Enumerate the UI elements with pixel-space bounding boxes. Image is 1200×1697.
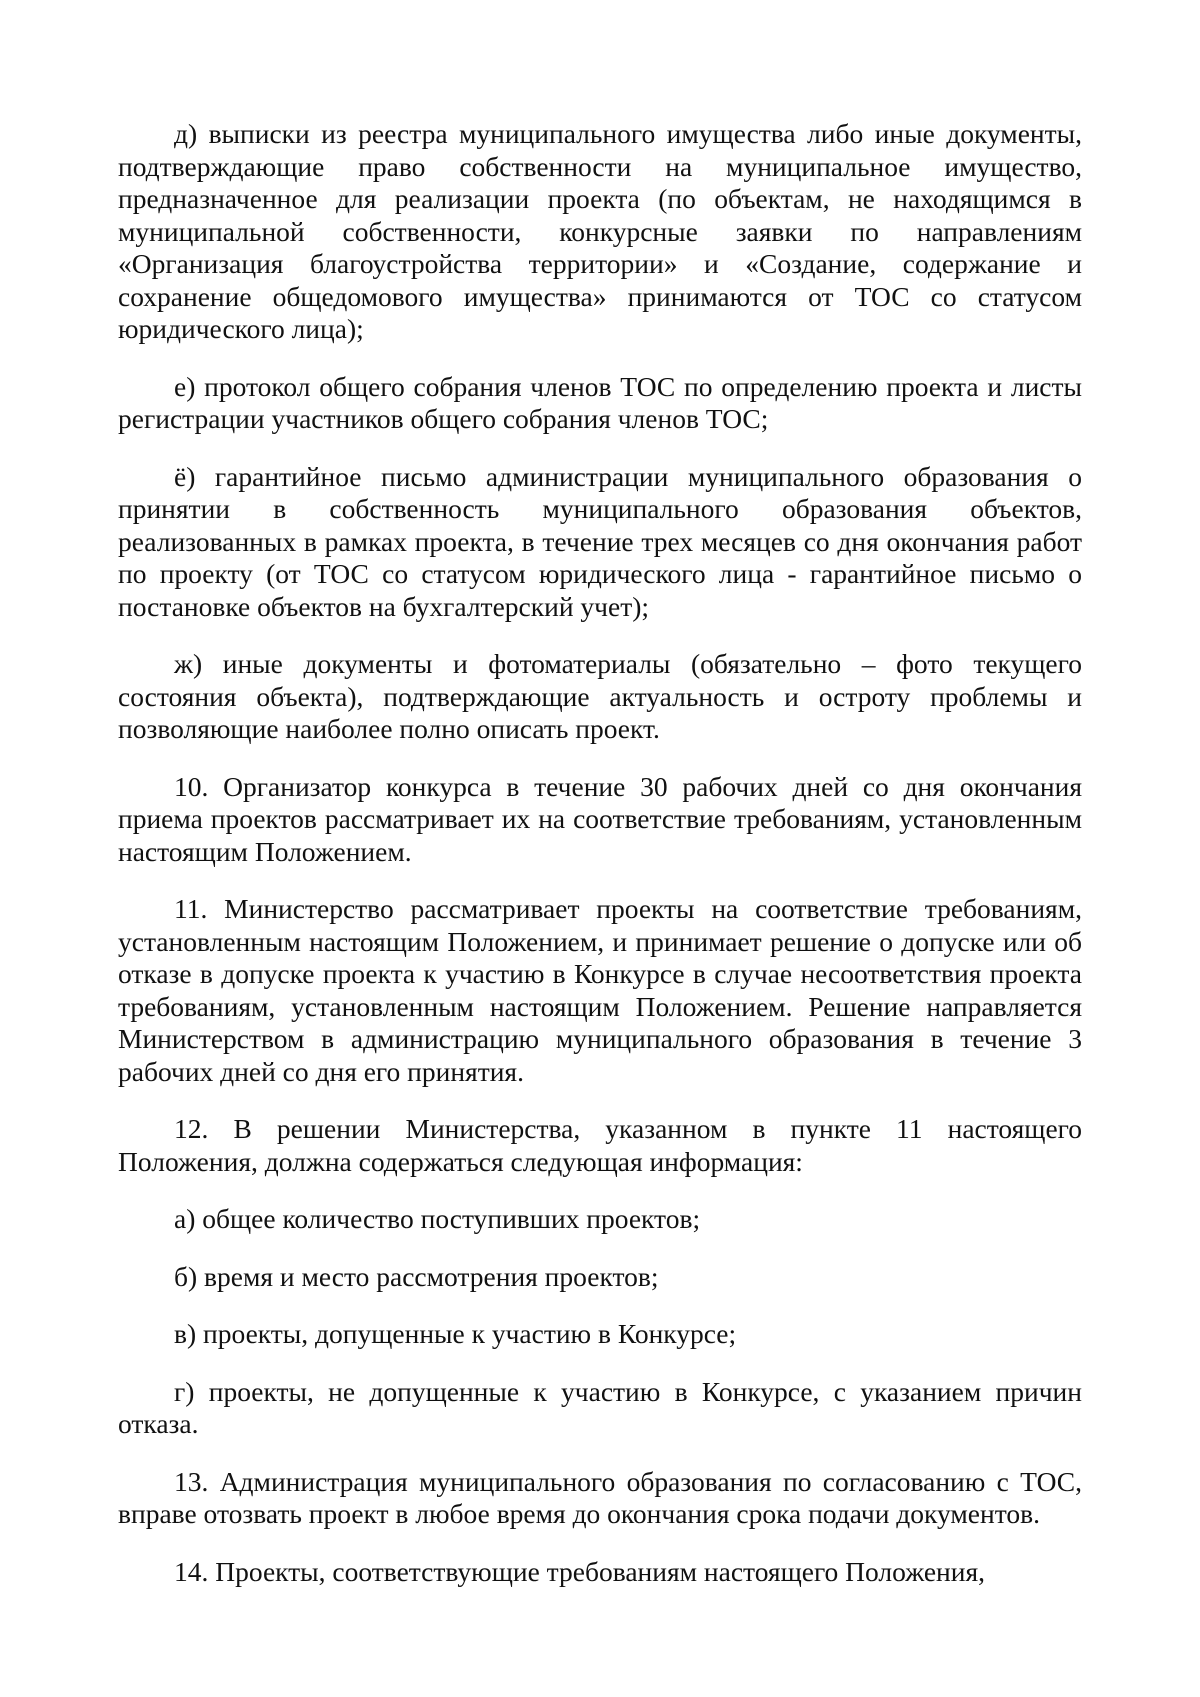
paragraph-item-12: 12. В решении Министерства, указанном в пункте 11 настоящего Положения, должна содержаться следующая информация: [118, 1113, 1082, 1177]
paragraph-item-10: 10. Организатор конкурса в течение 30 рабочих дней со дня окончания приема проектов рассматривает их на соответствие требованиям, установленным настоящим Положением. [118, 770, 1082, 867]
paragraph-e: е) протокол общего собрания членов ТОС по определению проекта и листы регистрации участников общего собрания членов ТОС; [118, 370, 1082, 434]
paragraph-item-13: 13. Администрация муниципального образования по согласованию с ТОС, вправе отозвать проект в любое время до окончания срока подачи документов. [118, 1465, 1082, 1529]
paragraph-item-14: 14. Проекты, соответствующие требованиям настоящего Положения, [174, 1555, 986, 1587]
paragraph-a: а) общее количество поступивших проектов; [174, 1203, 701, 1234]
paragraph-zh: ж) иные документы и фотоматериалы (обязательно – фото текущего состояния объекта), подтверждающие актуальность и остроту проблемы и позволяющие наиболее полно описать проект. [118, 648, 1082, 744]
paragraph-g: г) проекты, не допущенные к участию в Конкурсе, с указанием причин отказа. [118, 1375, 1082, 1439]
paragraph-item-11: 11. Министерство рассматривает проекты на соответствие требованиям, установленным настоящим Положением, и принимает решение о допуске или об отказе в допуске проекта к участию в Конкурсе в случае несоответствия проекта требованиям, установленным настоящим Положением. Решение направляется Министерством в администрацию муниципального образования в течение 3 рабочих дней со дня его принятия. [118, 893, 1082, 1087]
paragraph-yo: ё) гарантийное письмо администрации муниципального образования о принятии в собственность муниципального образования объектов, реализованных в рамках проекта, в течение трех месяцев со дня окончания работ по проекту (от ТОС со статусом юридического лица - гарантийное письмо о постановке объектов на бухгалтерский учет); [118, 460, 1082, 622]
paragraph-d: д) выписки из реестра муниципального имущества либо иные документы, подтверждающие право собственности на муниципальное имущество, предназначенное для реализации проекта (по объектам, не находящимся в муниципальной собственности, конкурсные заявки по направлениям «Организация благоустройства территории» и «Создание, содержание и сохранение общедомового имущества» принимаются от ТОС со статусом юридического лица); [118, 118, 1082, 344]
paragraph-v: в) проекты, допущенные к участию в Конкурсе; [174, 1318, 737, 1349]
paragraph-b: б) время и место рассмотрения проектов; [174, 1260, 659, 1292]
